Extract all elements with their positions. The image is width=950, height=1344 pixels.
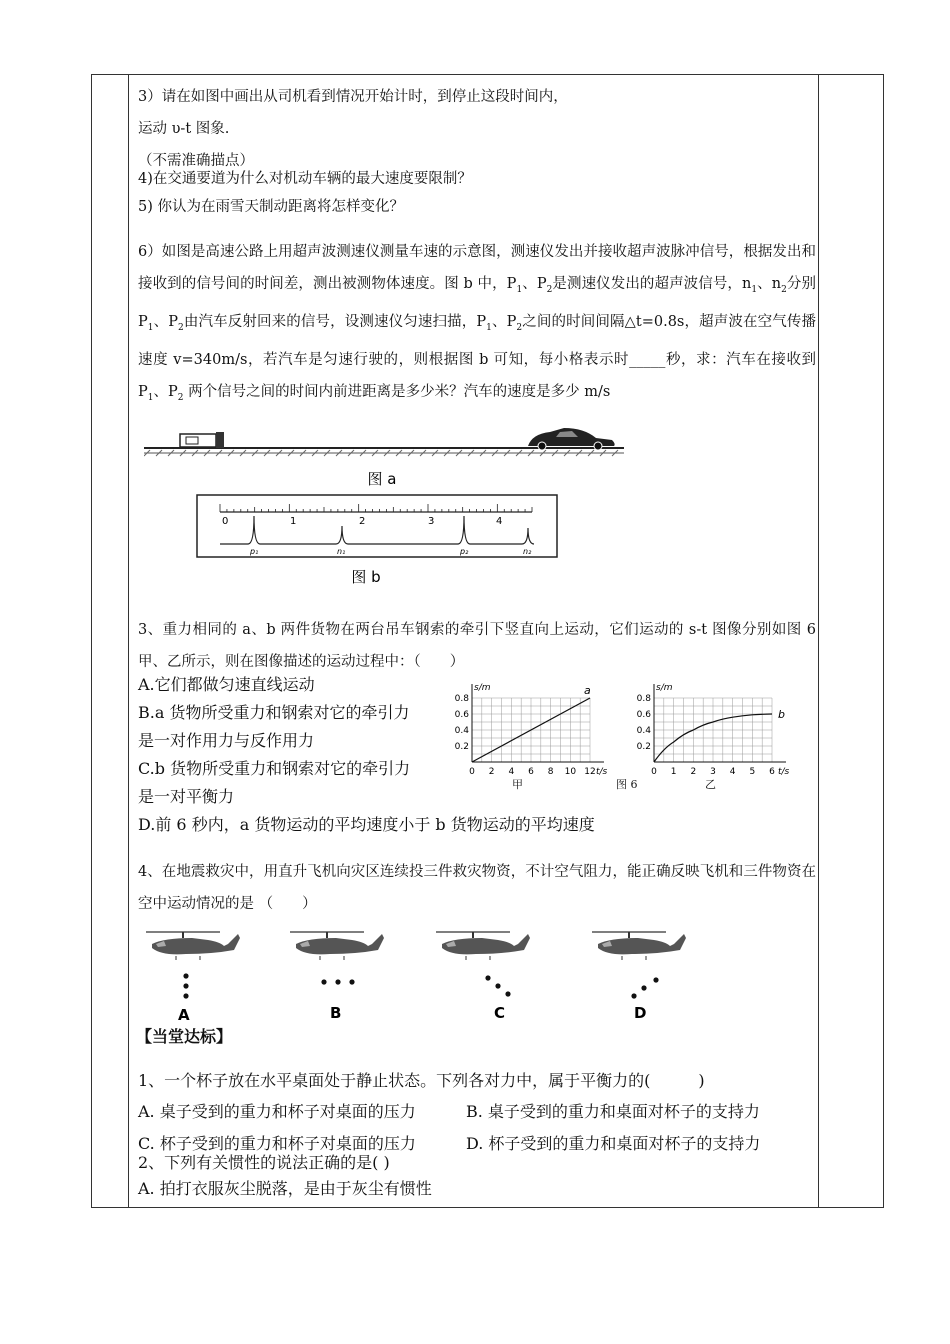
chart-caption-jia: 甲 — [512, 778, 523, 791]
helicopter-icon — [436, 932, 530, 960]
x-axis-label: t/s — [596, 767, 608, 777]
q-part3-line3: （不需准确描点） — [138, 153, 254, 169]
ruler-label: 3 — [428, 516, 435, 527]
chart-yi — [620, 676, 810, 790]
t1-option-b: B. 桌子受到的重力和桌面对杯子的支持力 — [466, 1102, 760, 1121]
series-label: b — [778, 708, 785, 721]
x-tick-label: 8 — [547, 767, 554, 777]
pulse-label: p₂ — [460, 547, 469, 556]
figure-a-label: 图 a — [367, 470, 397, 488]
choice-label: A — [178, 1006, 190, 1024]
x-tick-label: 3 — [710, 767, 716, 777]
cargo-dots-c — [485, 975, 510, 996]
road-hatching — [144, 450, 624, 456]
figure-b — [196, 494, 560, 586]
speed-detector-device — [180, 432, 224, 448]
ruler-label: 2 — [359, 516, 366, 527]
x-tick-label: 6 — [769, 767, 775, 777]
q3-option-b-cont: 是一对作用力与反作用力 — [138, 731, 315, 750]
t1-option-c: C. 杯子受到的重力和杯子对桌面的压力 — [138, 1134, 416, 1153]
x-tick-label: 2 — [488, 767, 495, 777]
choice-label: B — [330, 1004, 342, 1022]
x-tick-label: 0 — [651, 767, 657, 777]
x-tick-label: 6 — [528, 767, 534, 777]
q-part3-line1: 3）请在如图中画出从司机看到情况开始计时，到停止这段时间内， — [138, 89, 568, 105]
q-part3-line2: 运动 υ-t 图象. — [138, 121, 230, 137]
t1-option-d: D. 杯子受到的重力和桌面对杯子的支持力 — [466, 1134, 761, 1153]
t1-option-a: A. 桌子受到的重力和杯子对桌面的压力 — [138, 1102, 416, 1121]
x-tick-label: 0 — [469, 767, 475, 777]
cargo-dots-a — [183, 973, 188, 998]
chart-jia — [438, 676, 634, 790]
helicopter-icon — [592, 932, 686, 960]
pulse-label: n₂ — [523, 547, 532, 556]
pulse-label: n₁ — [337, 547, 346, 556]
y-tick-label: 0.6 — [454, 710, 469, 720]
choice-label: C — [494, 1004, 506, 1022]
figure-b-label: 图 b — [351, 568, 381, 586]
q3-option-a: A.它们都做匀速直线运动 — [138, 675, 315, 694]
helicopter-icon — [146, 932, 240, 960]
x-tick-label: 12 — [584, 767, 596, 777]
q-part5: 5) 你认为在雨雪天制动距离将怎样变化？ — [138, 199, 404, 215]
x-tick-label: 5 — [749, 767, 756, 777]
choice-label: D — [634, 1004, 647, 1022]
y-tick-label: 0.2 — [636, 742, 651, 752]
q-part4: 4)在交通要道为什么对机动车辆的最大速度要限制？ — [138, 171, 472, 187]
cargo-dots-d — [631, 977, 658, 998]
y-axis-label: s/m — [474, 683, 491, 693]
y-tick-label: 0.4 — [454, 726, 469, 736]
y-tick-label: 0.6 — [636, 710, 651, 720]
chart-caption-yi: 乙 — [705, 778, 716, 791]
table-divider-right — [818, 74, 819, 1208]
figure-a — [144, 420, 624, 490]
series-label: a — [584, 684, 591, 697]
ruler-label: 0 — [222, 516, 229, 527]
pulse-label: p₁ — [250, 547, 259, 556]
ruler-label: 1 — [290, 516, 297, 527]
q-part6-text: 6）如图是高速公路上用超声波测速仪测量车速的示意图，测速仪发出并接收超声波脉冲信号，根据发出和接收到的信号间的时间差，测出被测物体速度。图 b 中，$P_1$、$P_2$是测速仪发出的超声波信号，$n_1$、$n_2$分别 $P_1$、$P_2$由汽车反射回来的信号，设测速仪匀速扫描，$P_1$、$P_2$之间的时间间隔△t=0.8s，超声波在空气传播速度 v=340m/s，若汽车是匀速行驶的，则根据图 b 可知，每小格表示时_____秒，求：汽车在接收到 $P_1$、$P_2$ 两个信号之间的时间内前进距离是多少米？汽车的速度是多少 m/s — [138, 244, 817, 403]
t1-stem: 1、一个杯子放在水平桌面处于静止状态。下列各对力中，属于平衡力的( ) — [138, 1071, 705, 1090]
chart-caption-fig6: 图 6 — [616, 778, 638, 791]
q3-option-c: C.b 货物所受重力和钢索对它的牵引力 — [138, 759, 411, 778]
y-tick-label: 0.8 — [636, 694, 651, 704]
q3-stem: 3、重力相同的 a、b 两件货物在两台吊车钢索的牵引下竖直向上运动，它们运动的 s-t 图像分别如图 6 甲、乙所示，则在图像描述的运动过程中：（ ） — [138, 622, 816, 670]
x-tick-label: 2 — [690, 767, 697, 777]
q3-option-b: B.a 货物所受重力和钢索对它的牵引力 — [138, 703, 410, 722]
y-tick-label: 0.4 — [636, 726, 651, 736]
ruler-label: 4 — [496, 516, 503, 527]
section-title: 【当堂达标】 — [136, 1027, 233, 1046]
t2-stem: 2、下列有关惯性的说法正确的是( ) — [138, 1153, 390, 1172]
cargo-dots-b — [321, 979, 354, 984]
helicopter-icon — [290, 932, 384, 960]
car-icon — [528, 428, 615, 450]
y-tick-label: 0.8 — [454, 694, 469, 704]
answer-blank[interactable]: _____ — [629, 351, 666, 368]
y-tick-label: 0.2 — [454, 742, 469, 752]
y-axis-label: s/m — [656, 683, 673, 693]
x-tick-label: 10 — [564, 767, 577, 777]
table-divider-left — [128, 74, 129, 1208]
q4-stem: 4、在地震救灾中，用直升飞机向灾区连续投三件救灾物资，不计空气阻力，能正确反映飞机和三件物资在空中运动情况的是 （ ） — [138, 864, 816, 912]
t2-option-a: A. 拍打衣服灰尘脱落，是由于灰尘有惯性 — [138, 1179, 432, 1198]
q3-option-c-cont: 是一对平衡力 — [138, 787, 235, 806]
x-tick-label: 4 — [508, 767, 515, 777]
q4-figure — [138, 924, 728, 1024]
x-tick-label: 1 — [670, 767, 677, 777]
x-tick-label: 4 — [729, 767, 736, 777]
x-axis-label: t/s — [778, 767, 790, 777]
q3-option-d: D.前 6 秒内，a 货物运动的平均速度小于 b 货物运动的平均速度 — [138, 815, 595, 834]
